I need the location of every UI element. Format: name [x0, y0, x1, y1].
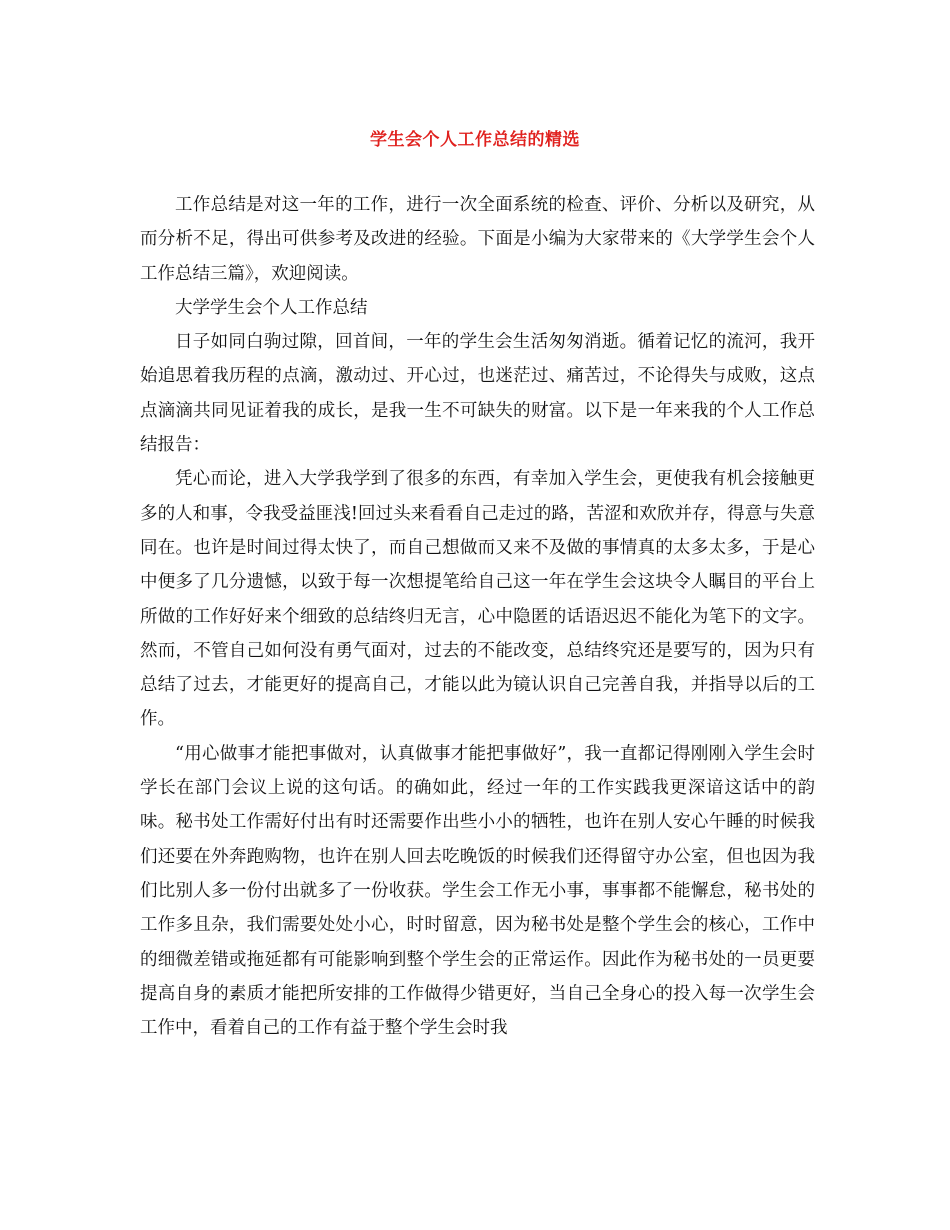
body-paragraph: 凭心而论，进入大学我学到了很多的东西，有幸加入学生会，更使我有机会接触更多的人和事，令我受益匪浅!回过头来看看自己走过的路，苦涩和欢欣并存，得意与失意同在。也许是时间过得太快了，而自己想做而又来不及做的事情真的太多太多，于是心中便多了几分遗憾，以致于每一次想提笔给自己这一年在学生会这块令人瞩目的平台上所做的工作好好来个细致的总结终归无言，心中隐匿的话语迟迟不能化为笔下的文字。然而，不管自己如何没有勇气面对，过去的不能改变，总结终究还是要写的，因为只有总结了过去，才能更好的提高自己，才能以此为镜认识自己完善自我，并指导以后的工作。	[140, 469, 815, 730]
body-paragraph: “用心做事才能把事做对，认真做事才能把事做好”，我一直都记得刚刚入学生会时学长在部门会议上说的这句话。的确如此，经过一年的工作实践我更深谙这话中的韵味。秘书处工作需好付出有时还需要作出些小小的牺牲，也许在别人安心午睡的时候我们还要在外奔跑购物，也许在别人回去吃晚饭的时候我们还得留守办公室，但也因为我们比别人多一份付出就多了一份收获。学生会工作无小事，事事都不能懈怠，秘书处的工作多且杂，我们需要处处小心，时时留意，因为秘书处是整个学生会的核心，工作中的细微差错或拖延都有可能影响到整个学生会的正常运作。因此作为秘书处的一员更要提高自身的素质才能把所安排的工作做得少错更好，当自己全身心的投入每一次学生会工作中，看着自己的工作有益于整个学生会时我	[140, 743, 815, 1039]
body-paragraph: 日子如同白驹过隙，回首间，一年的学生会生活匆匆消逝。循着记忆的流河，我开始追思着我历程的点滴，激动过、开心过，也迷茫过、痛苦过，不论得失与成败，这点点滴滴共同见证着我的成长，是我一生不可缺失的财富。以下是一年来我的个人工作总结报告：	[140, 332, 815, 456]
document-title: 学生会个人工作总结的精选	[370, 130, 580, 150]
document-body	[140, 188, 815, 1045]
section-heading: 大学学生会个人工作总结	[175, 297, 368, 318]
intro-paragraph: 工作总结是对这一年的工作，进行一次全面系统的检查、评价、分析以及研究，从而分析不足，得出可供参考及改进的经验。下面是小编为大家带来的《大学学生会个人工作总结三篇》，欢迎阅读。	[140, 195, 815, 284]
